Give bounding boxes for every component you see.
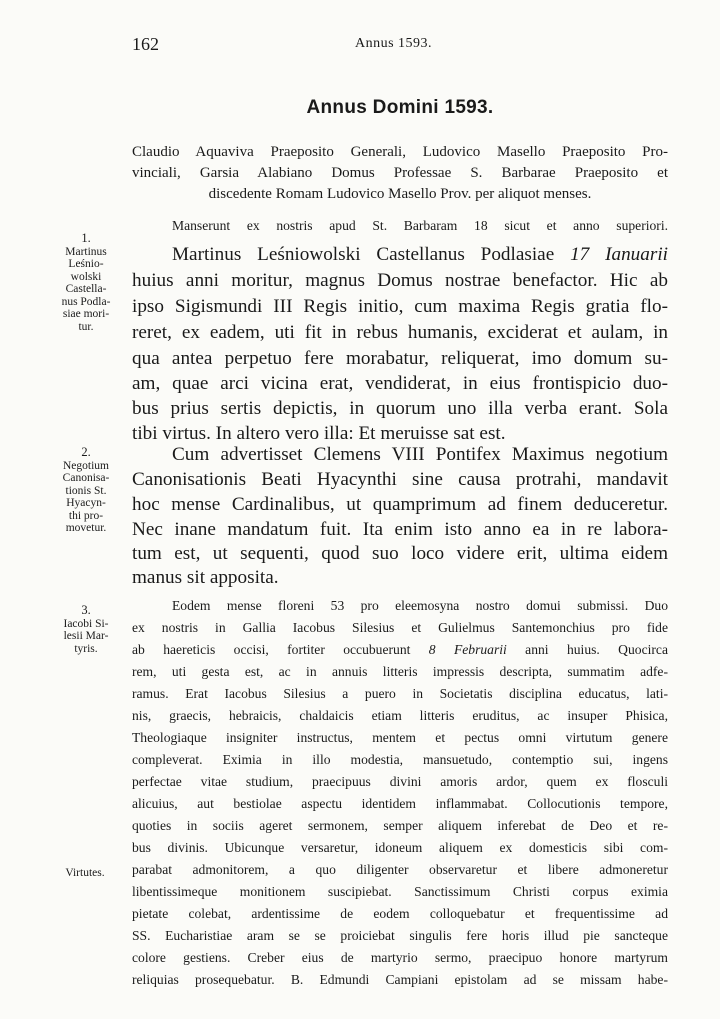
margin-note-line: Castella- bbox=[65, 283, 107, 295]
margin-note-iacobi bbox=[44, 604, 128, 655]
margin-note-line: tyris. bbox=[74, 642, 98, 655]
margin-note-line: Canonisa- bbox=[62, 472, 110, 484]
section1-line: bus prius sertis depictis, in quorum uno illa verba erant. Sola bbox=[132, 398, 668, 419]
section2-line: Nec inane mandatum fuit. Ita enim isto anno ea in re labora- bbox=[132, 519, 668, 540]
section3-line: parabat admonitorem, a quo diligenter observaretur et libere admoneretur bbox=[132, 862, 668, 877]
section3-line: Eodem mense floreni 53 pro eleemosyna nostro domui submissi. Duo bbox=[172, 598, 668, 613]
section3-line: Theologiaque insigniter instructus, mentem et pectus omni virtutum genere bbox=[132, 730, 668, 745]
section1-line: huius anni moritur, magnus Domus nostrae benefactor. Hic ab bbox=[132, 270, 668, 291]
margin-note-line: wolski bbox=[70, 270, 102, 283]
margin-note-number: 3. bbox=[81, 603, 91, 617]
section1-line: tibi virtus. In altero vero illa: Et meruisse sat est. bbox=[132, 423, 506, 444]
section3-line: pietate colebat, ardentissime de eodem colloquebatur et frequentissime ad bbox=[132, 906, 668, 921]
superiors-paragraph bbox=[132, 142, 668, 205]
section3-line: quoties in sociis ageret sermonem, semper aliquem inferebat de Deo et re- bbox=[132, 818, 668, 833]
margin-note-line: thi pro- bbox=[68, 509, 104, 522]
margin-note-line: movetur. bbox=[65, 522, 107, 534]
section3-line: reliquias prosequebatur. B. Edmundi Campiani epistolam ad se missam habe- bbox=[132, 972, 668, 987]
section3-line: compleverat. Eximia in illo modestia, mansuetudo, contemptio sui, ingens bbox=[132, 752, 668, 767]
margin-note-line: lesii Mar- bbox=[63, 630, 109, 642]
section3-line: ab haereticis occisi, fortiter occubuerunt 8 Februarii anni huius. Quocirca bbox=[132, 642, 668, 657]
section3-line: libentissimeque monitionem suscipiebat. Sanctissimum Christi corpus eximia bbox=[132, 884, 668, 899]
margin-note-line: siae mori- bbox=[62, 308, 110, 320]
section1-line: Martinus Leśniowolski Castellanus Podlasiae 17 Ianuarii bbox=[172, 244, 668, 265]
section3-line: SS. Eucharistiae aram se se proiciebat singulis fere horis illud pie sancteque bbox=[132, 928, 668, 943]
section2-line: Cum advertisset Clemens VIII Pontifex Maximus negotium bbox=[172, 444, 668, 465]
section3-date: 8 Februarii bbox=[428, 642, 507, 657]
margin-note-number: 1. bbox=[81, 231, 91, 245]
margin-note-line: Iacobi Si- bbox=[63, 617, 109, 630]
section1-line: qua antea perpetuo fere morabatur, reliquerat, imo domum su- bbox=[132, 348, 668, 369]
section3-line: ramus. Erat Iacobus Silesius a puero in Societatis disciplina educatus, lati- bbox=[132, 686, 668, 701]
section2-line: tum est, ut sequenti, quod suo loco videre erit, ultima eidem bbox=[132, 543, 668, 564]
chapter-title: Annus Domini 1593. bbox=[306, 97, 494, 118]
superiors-line: discedente Romam Ludovico Masello Prov. per aliquot menses. bbox=[208, 186, 592, 202]
margin-note-virtutes bbox=[40, 867, 130, 880]
section1-line: reret, ex eadem, uti fit in rebus humanis, exciderat et aulam, in bbox=[132, 322, 668, 343]
margin-note-line: tur. bbox=[78, 320, 94, 333]
page-number: 162 bbox=[132, 34, 159, 54]
section3-line: rem, uti gesta est, ac in annuis litteris impressis descripta, summatim adfe- bbox=[132, 664, 668, 679]
section2-line: Canonisationis Beati Hyacynthi sine causa protrahi, mandavit bbox=[132, 469, 668, 490]
section3-line: perfectae vitae studium, praecipuus divini amoris ardor, quem ex flosculi bbox=[132, 774, 668, 789]
section1-line: am, quae arci vicina erat, vendiderat, in eius frontispicio duo- bbox=[132, 373, 668, 394]
section3-line: colore gestiens. Creber eius de martyrio sermo, praecipuo honore martyrum bbox=[132, 950, 668, 965]
margin-note-line: Hyacyn- bbox=[66, 497, 106, 509]
margin-note-line: Martinus bbox=[65, 245, 107, 258]
margin-note-line: Leśnio- bbox=[68, 258, 104, 270]
margin-note-negotium bbox=[44, 446, 128, 535]
margin-note-line: Virtutes. bbox=[65, 867, 105, 879]
running-title: Annus 1593. bbox=[355, 36, 433, 51]
section3-line: bus divinis. Ubicunque versaretur, idoneum aliquem ex domesticis sibi com- bbox=[132, 840, 668, 855]
section3-line: alicuius, aut bestiolae aspectu identidem inflammabat. Collocutionis tempore, bbox=[132, 796, 668, 811]
margin-note-martinus bbox=[44, 232, 128, 333]
section2-line: hoc mense Cardinalibus, ut quamprimum ad finem deduceretur. bbox=[132, 494, 668, 515]
section3-line: ex nostris in Gallia Iacobus Silesius et Gulielmus Santemonchius pro fide bbox=[132, 620, 668, 635]
margin-note-line: nus Podla- bbox=[61, 295, 111, 308]
intro-line: Manserunt ex nostris apud St. Barbaram 18 sicut et anno superiori. bbox=[172, 218, 668, 233]
margin-note-number: 2. bbox=[81, 445, 91, 459]
section3-line: nis, graecis, hebraicis, chaldaicis etiam litteris eruditus, ac insuper Phisica, bbox=[132, 708, 668, 723]
superiors-line: vinciali, Garsia Alabiano Domus Professae S. Barbarae Praeposito et bbox=[132, 165, 668, 181]
section1-line: ipso Sigismundi III Regis initio, cum maxima Regis gratia flo- bbox=[132, 296, 668, 317]
section1-date: 17 Ianuarii bbox=[570, 244, 668, 265]
section2-line: manus sit apposita. bbox=[132, 567, 279, 588]
superiors-line: Claudio Aquaviva Praeposito Generali, Ludovico Masello Praeposito Pro- bbox=[132, 144, 668, 160]
margin-note-line: tionis St. bbox=[65, 484, 107, 497]
margin-note-line: Negotium bbox=[63, 459, 109, 472]
